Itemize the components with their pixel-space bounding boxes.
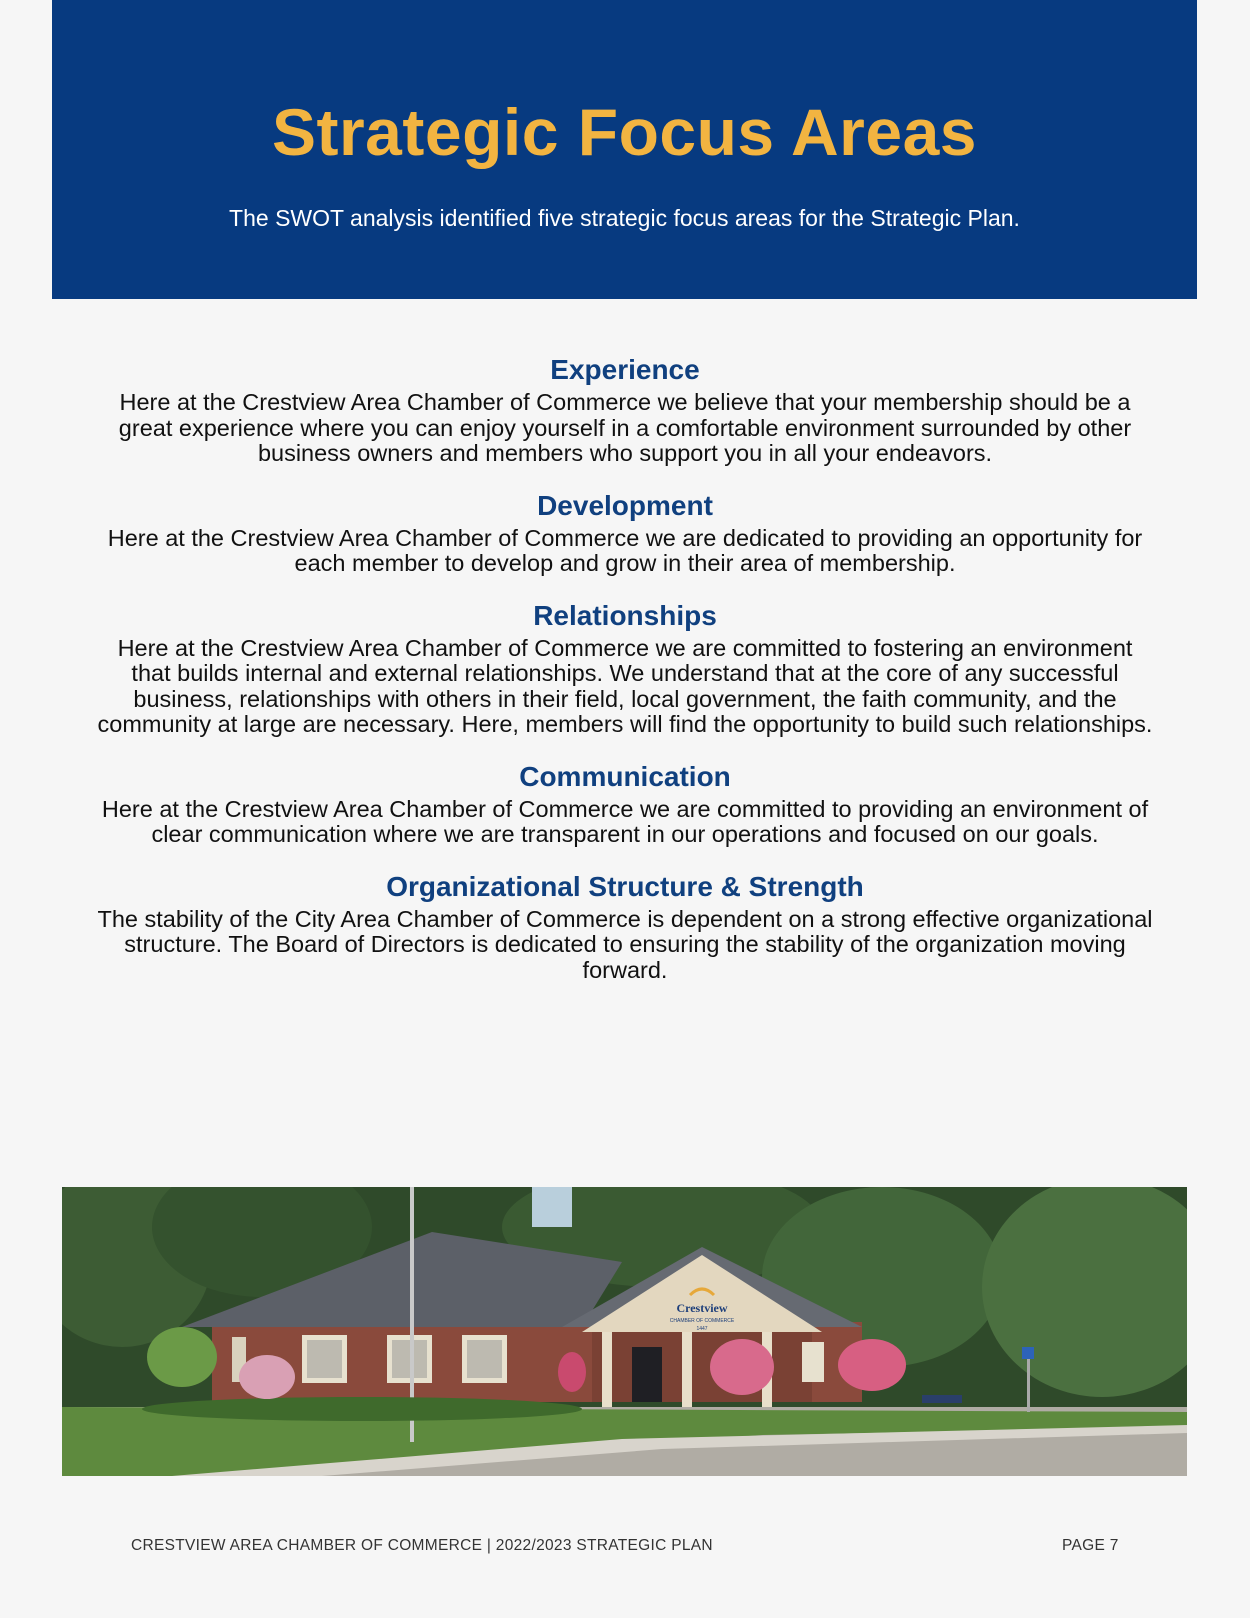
- section-heading: Experience: [550, 354, 700, 385]
- section-heading: Communication: [519, 760, 731, 792]
- section-body: Here at the Crestview Area Chamber of Commerce we are committed to providing an environment of clear communication where we are transparent in our operations and focused on our goals.: [101, 795, 1149, 847]
- header-banner: [52, 0, 1197, 299]
- section-body: Here at the Crestview Area Chamber of Commerce we believe that your membership should be a great experience where you can enjoy yourself in a comfortable environment surrounded by other business owners and members who support you in all your endeavors.: [118, 389, 1132, 466]
- section-heading: Organizational Structure & Strength: [386, 870, 864, 902]
- chamber-building-photo: [62, 1187, 1187, 1476]
- bench: [922, 1395, 962, 1403]
- window: [802, 1342, 824, 1382]
- page-subtitle: The SWOT analysis identified five strategic focus areas for the Strategic Plan.: [229, 205, 1020, 231]
- section-development: [95, 488, 1155, 577]
- sign-post: [1027, 1352, 1030, 1412]
- section-organizational-structure: [95, 869, 1155, 984]
- flowering-tree: [838, 1339, 906, 1391]
- sign-number: 1447: [696, 1326, 708, 1332]
- sky-gap: [532, 1187, 572, 1227]
- entry-door: [632, 1347, 662, 1402]
- sign-name: Crestview: [676, 1301, 728, 1315]
- hedge: [142, 1397, 582, 1421]
- section-body: Here at the Crestview Area Chamber of Commerce we are committed to fostering an environment that builds internal and external relationships. We understand that at the core of any successful business, relationships with others in their field, local government, the faith community, and the community at large are necessary. Here, members will find the opportunity to build such relationships.: [97, 634, 1153, 737]
- window-blinds: [307, 1340, 342, 1378]
- window-blinds: [392, 1340, 427, 1378]
- section-body: Here at the Crestview Area Chamber of Commerce we are dedicated to providing an opportunity for each member to develop and grow in their area of membership.: [107, 524, 1143, 576]
- footer-page-number: PAGE 7: [1062, 1537, 1119, 1554]
- focus-areas: [95, 352, 1155, 983]
- porch: [592, 1332, 812, 1402]
- footer-document-title: CRESTVIEW AREA CHAMBER OF COMMERCE | 2022/2023 STRATEGIC PLAN: [131, 1537, 713, 1554]
- flowering-tree: [710, 1339, 774, 1395]
- column: [682, 1332, 692, 1407]
- section-communication: [95, 759, 1155, 848]
- column: [602, 1332, 612, 1407]
- parking-sign: [1022, 1347, 1034, 1359]
- page-title: Strategic Focus Areas: [272, 95, 977, 169]
- small-tree: [147, 1327, 217, 1387]
- section-relationships: [95, 598, 1155, 738]
- sign-sub: CHAMBER OF COMMERCE: [669, 1318, 735, 1324]
- window-blinds: [467, 1340, 502, 1378]
- section-body: The stability of the City Area Chamber of Commerce is dependent on a strong effective organizational structure. The Board of Directors is dedicated to ensuring the stability of the organization moving forward.: [97, 905, 1153, 983]
- section-heading: Development: [537, 489, 713, 521]
- flowering-tree: [239, 1355, 295, 1399]
- section-heading: Relationships: [533, 599, 717, 631]
- section-experience: [95, 352, 1155, 467]
- flowering-tree: [558, 1352, 586, 1392]
- building-illustration: [62, 1187, 1187, 1476]
